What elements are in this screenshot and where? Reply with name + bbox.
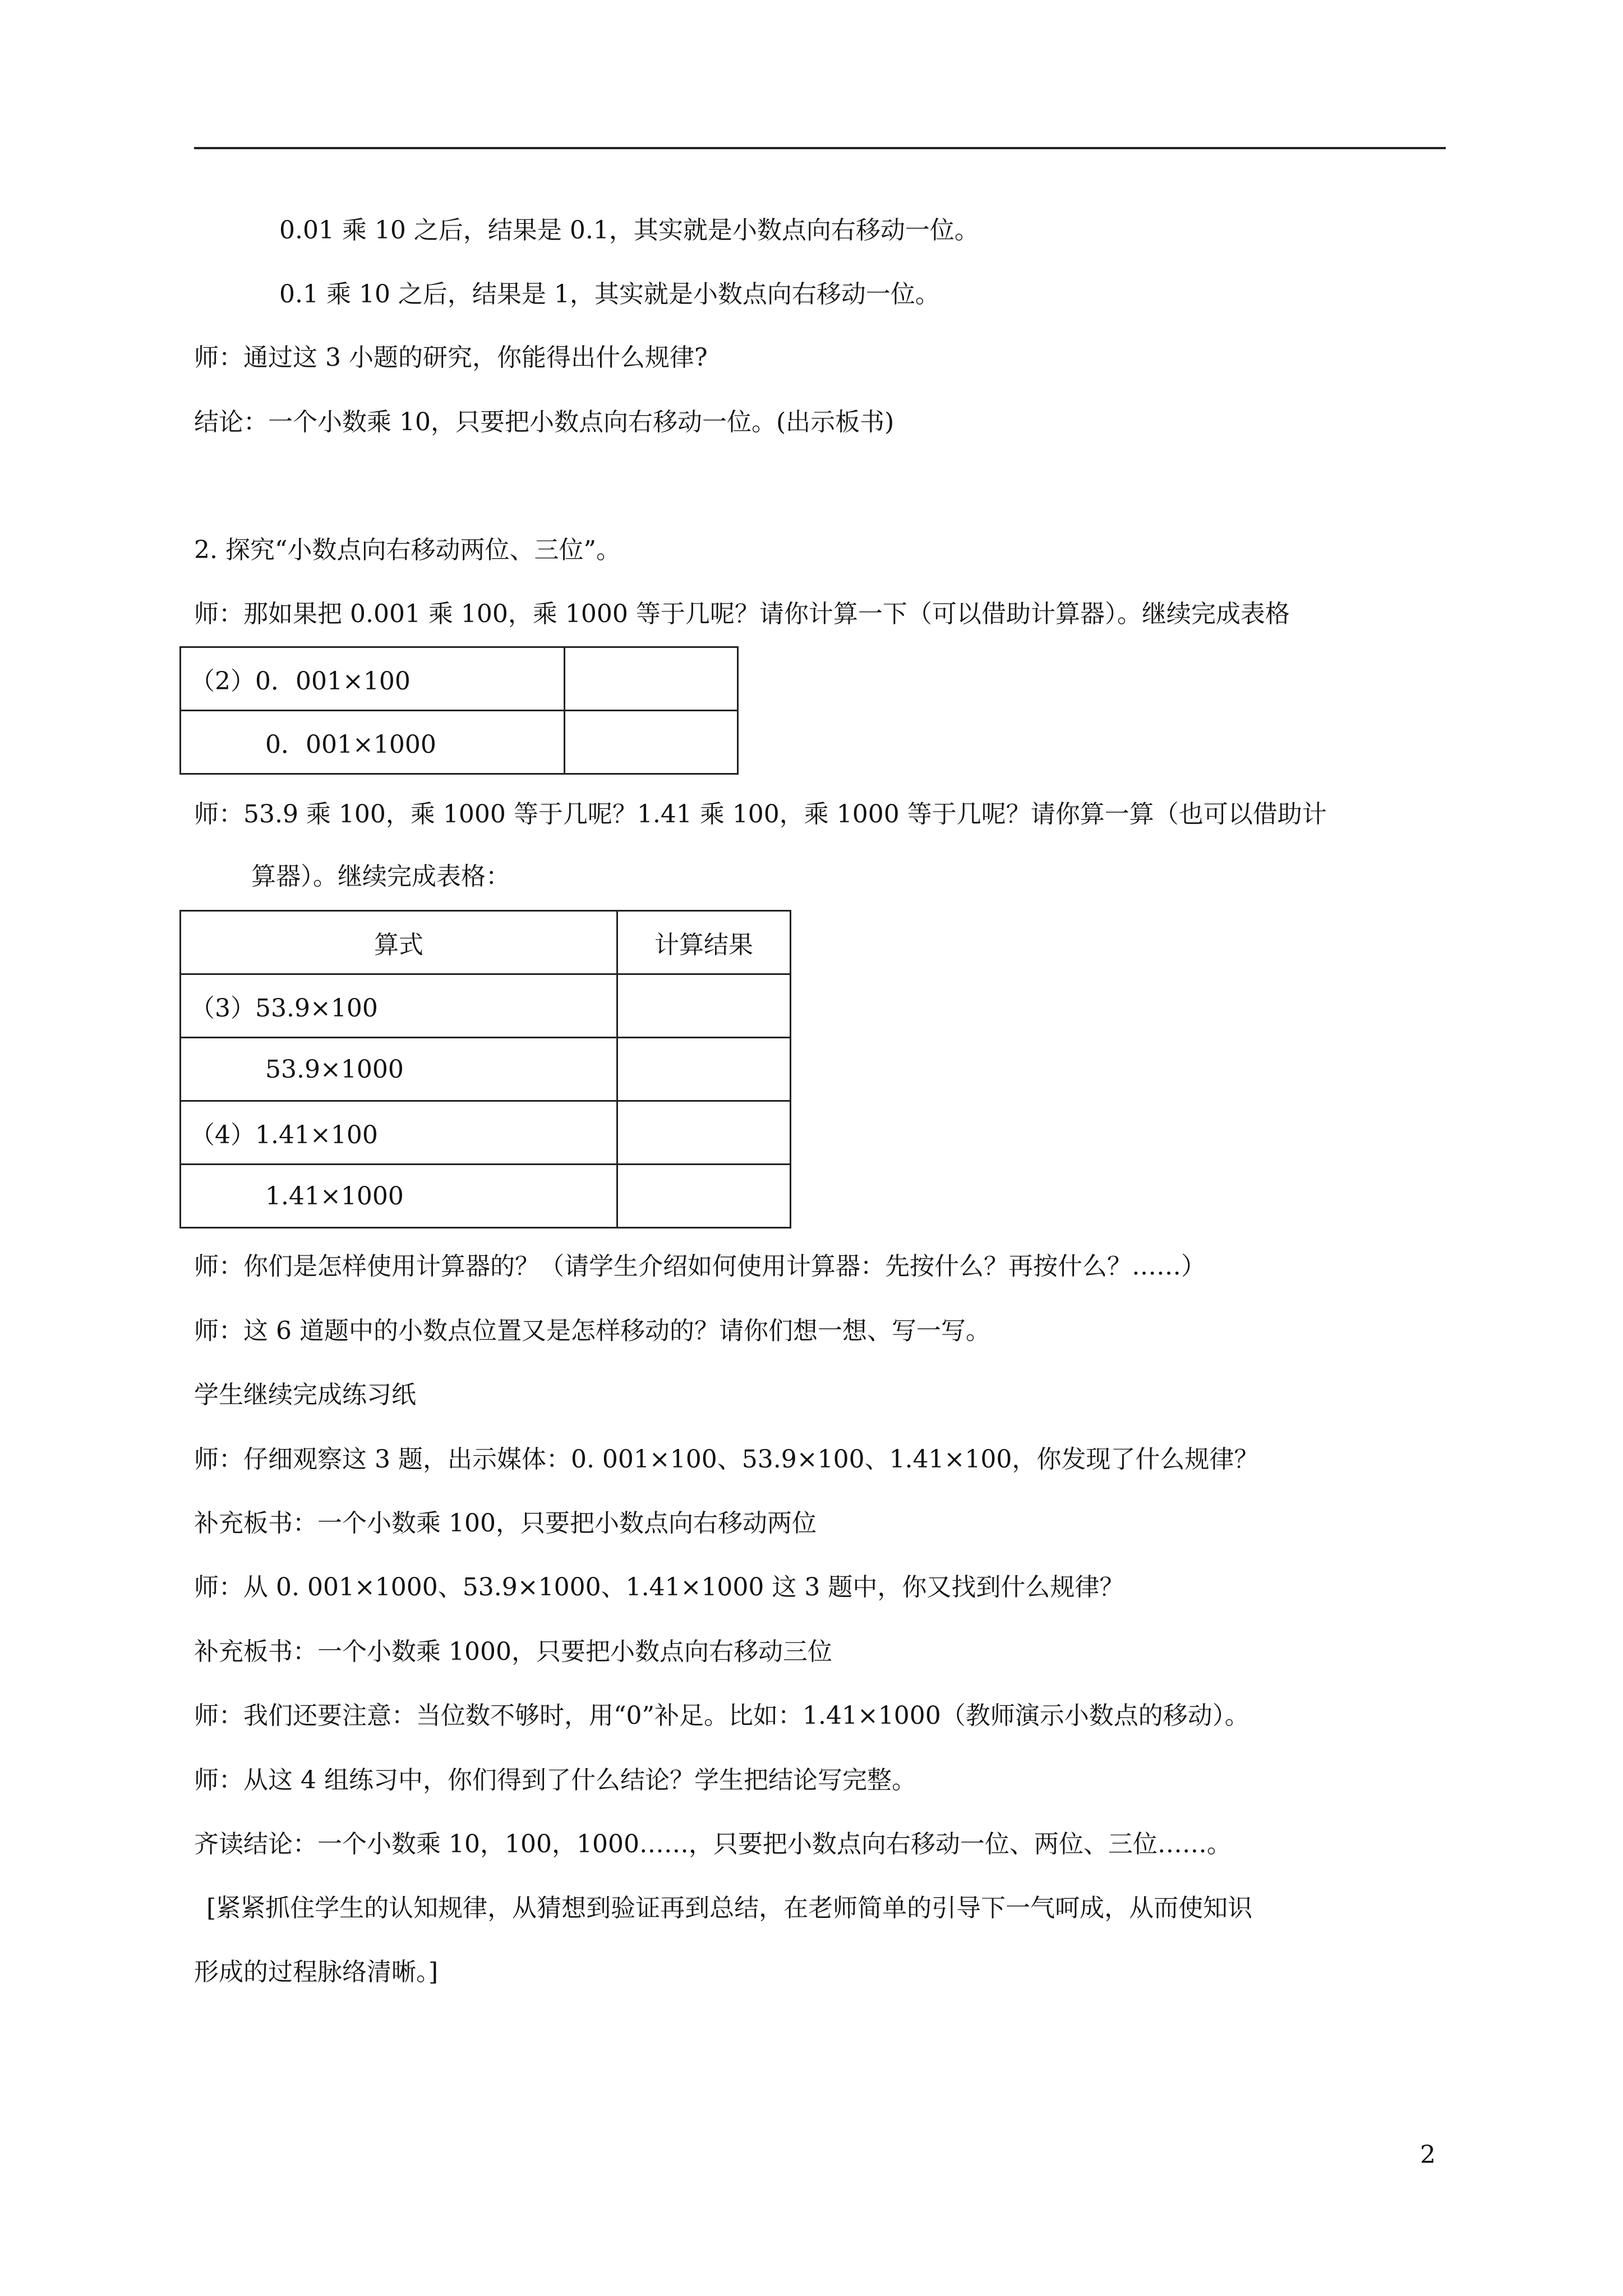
text-line: 师：通过这 3 小题的研究，你能得出什么规律? <box>194 343 708 372</box>
text-line: 师：我们还要注意：当位数不够时，用“0”补足。比如：1.41×1000（教师演示小数点的移动）。 <box>194 1701 1249 1730</box>
table-header-expression: 算式 <box>181 911 617 974</box>
table-cell-expression: 53.9×1000 <box>181 1038 617 1101</box>
table-row <box>181 647 738 711</box>
text-line: 师：那如果把 0.001 乘 100，乘 1000 等于几呢？请你计算一下（可以借助计算器）。继续完成表格 <box>194 600 1290 628</box>
table-header-row <box>181 911 791 974</box>
calc-table-1 <box>179 646 739 775</box>
text-line: 师：仔细观察这 3 题，出示媒体：0. 001×100、53.9×100、1.41×100，你发现了什么规律？ <box>194 1445 1259 1474</box>
commentary-line: [紧紧抓住学生的认知规律，从猜想到验证再到总结，在老师简单的引导下一气呵成，从而使知识 <box>206 1894 1253 1922</box>
text-line: 补充板书：一个小数乘 1000，只要把小数点向右移动三位 <box>194 1637 832 1666</box>
table-cell-result[interactable] <box>565 711 738 774</box>
table-cell-expression: 0．001×1000 <box>181 711 565 774</box>
text-line: 学生继续完成练习纸 <box>194 1381 416 1409</box>
calc-table-2 <box>179 910 791 1228</box>
table-cell-expression: （4）1.41×100 <box>181 1101 617 1165</box>
conclusion-line: 齐读结论：一个小数乘 10，100，1000……，只要把小数点向右移动一位、两位、三位……。 <box>194 1830 1232 1858</box>
text-line: 补充板书：一个小数乘 100，只要把小数点向右移动两位 <box>194 1509 817 1538</box>
table-cell-result[interactable] <box>617 1101 791 1165</box>
section-heading: 2. 探究“小数点向右移动两位、三位”。 <box>194 536 621 564</box>
page-number: 2 <box>1420 2141 1436 2169</box>
text-line: 师：你们是怎样使用计算器的？（请学生介绍如何使用计算器：先按什么？再按什么？……） <box>194 1252 1206 1281</box>
text-line: 师：53.9 乘 100，乘 1000 等于几呢？1.41 乘 100，乘 1000 等于几呢？请你算一算（也可以借助计 <box>194 800 1327 829</box>
header-rule <box>194 147 1446 149</box>
table-cell-expression: （2）0．001×100 <box>181 647 565 711</box>
table-row <box>181 1165 791 1228</box>
table-row <box>181 974 791 1038</box>
table-row <box>181 1038 791 1101</box>
table-row <box>181 711 738 774</box>
table-header-result: 计算结果 <box>617 911 791 974</box>
table-cell-result[interactable] <box>565 647 738 711</box>
table-row <box>181 1101 791 1165</box>
text-line: 0.01 乘 10 之后，结果是 0.1，其实就是小数点向右移动一位。 <box>279 216 979 245</box>
table-cell-result[interactable] <box>617 1038 791 1101</box>
text-line: 师：从 0. 001×1000、53.9×1000、1.41×1000 这 3 题中，你又找到什么规律？ <box>194 1573 1124 1602</box>
conclusion-line: 结论：一个小数乘 10，只要把小数点向右移动一位。(出示板书) <box>194 408 895 436</box>
commentary-line: 形成的过程脉络清晰。] <box>194 1958 439 1986</box>
text-line: 算器）。继续完成表格： <box>251 862 510 891</box>
table-cell-result[interactable] <box>617 1165 791 1228</box>
table-cell-result[interactable] <box>617 974 791 1038</box>
text-line: 师：这 6 道题中的小数点位置又是怎样移动的？请你们想一想、写一写。 <box>194 1317 990 1345</box>
text-line: 师：从这 4 组练习中，你们得到了什么结论？学生把结论写完整。 <box>194 1766 916 1795</box>
table-cell-expression: 1.41×1000 <box>181 1165 617 1228</box>
text-line: 0.1 乘 10 之后，结果是 1，其实就是小数点向右移动一位。 <box>279 280 940 309</box>
table-cell-expression: （3）53.9×100 <box>181 974 617 1038</box>
